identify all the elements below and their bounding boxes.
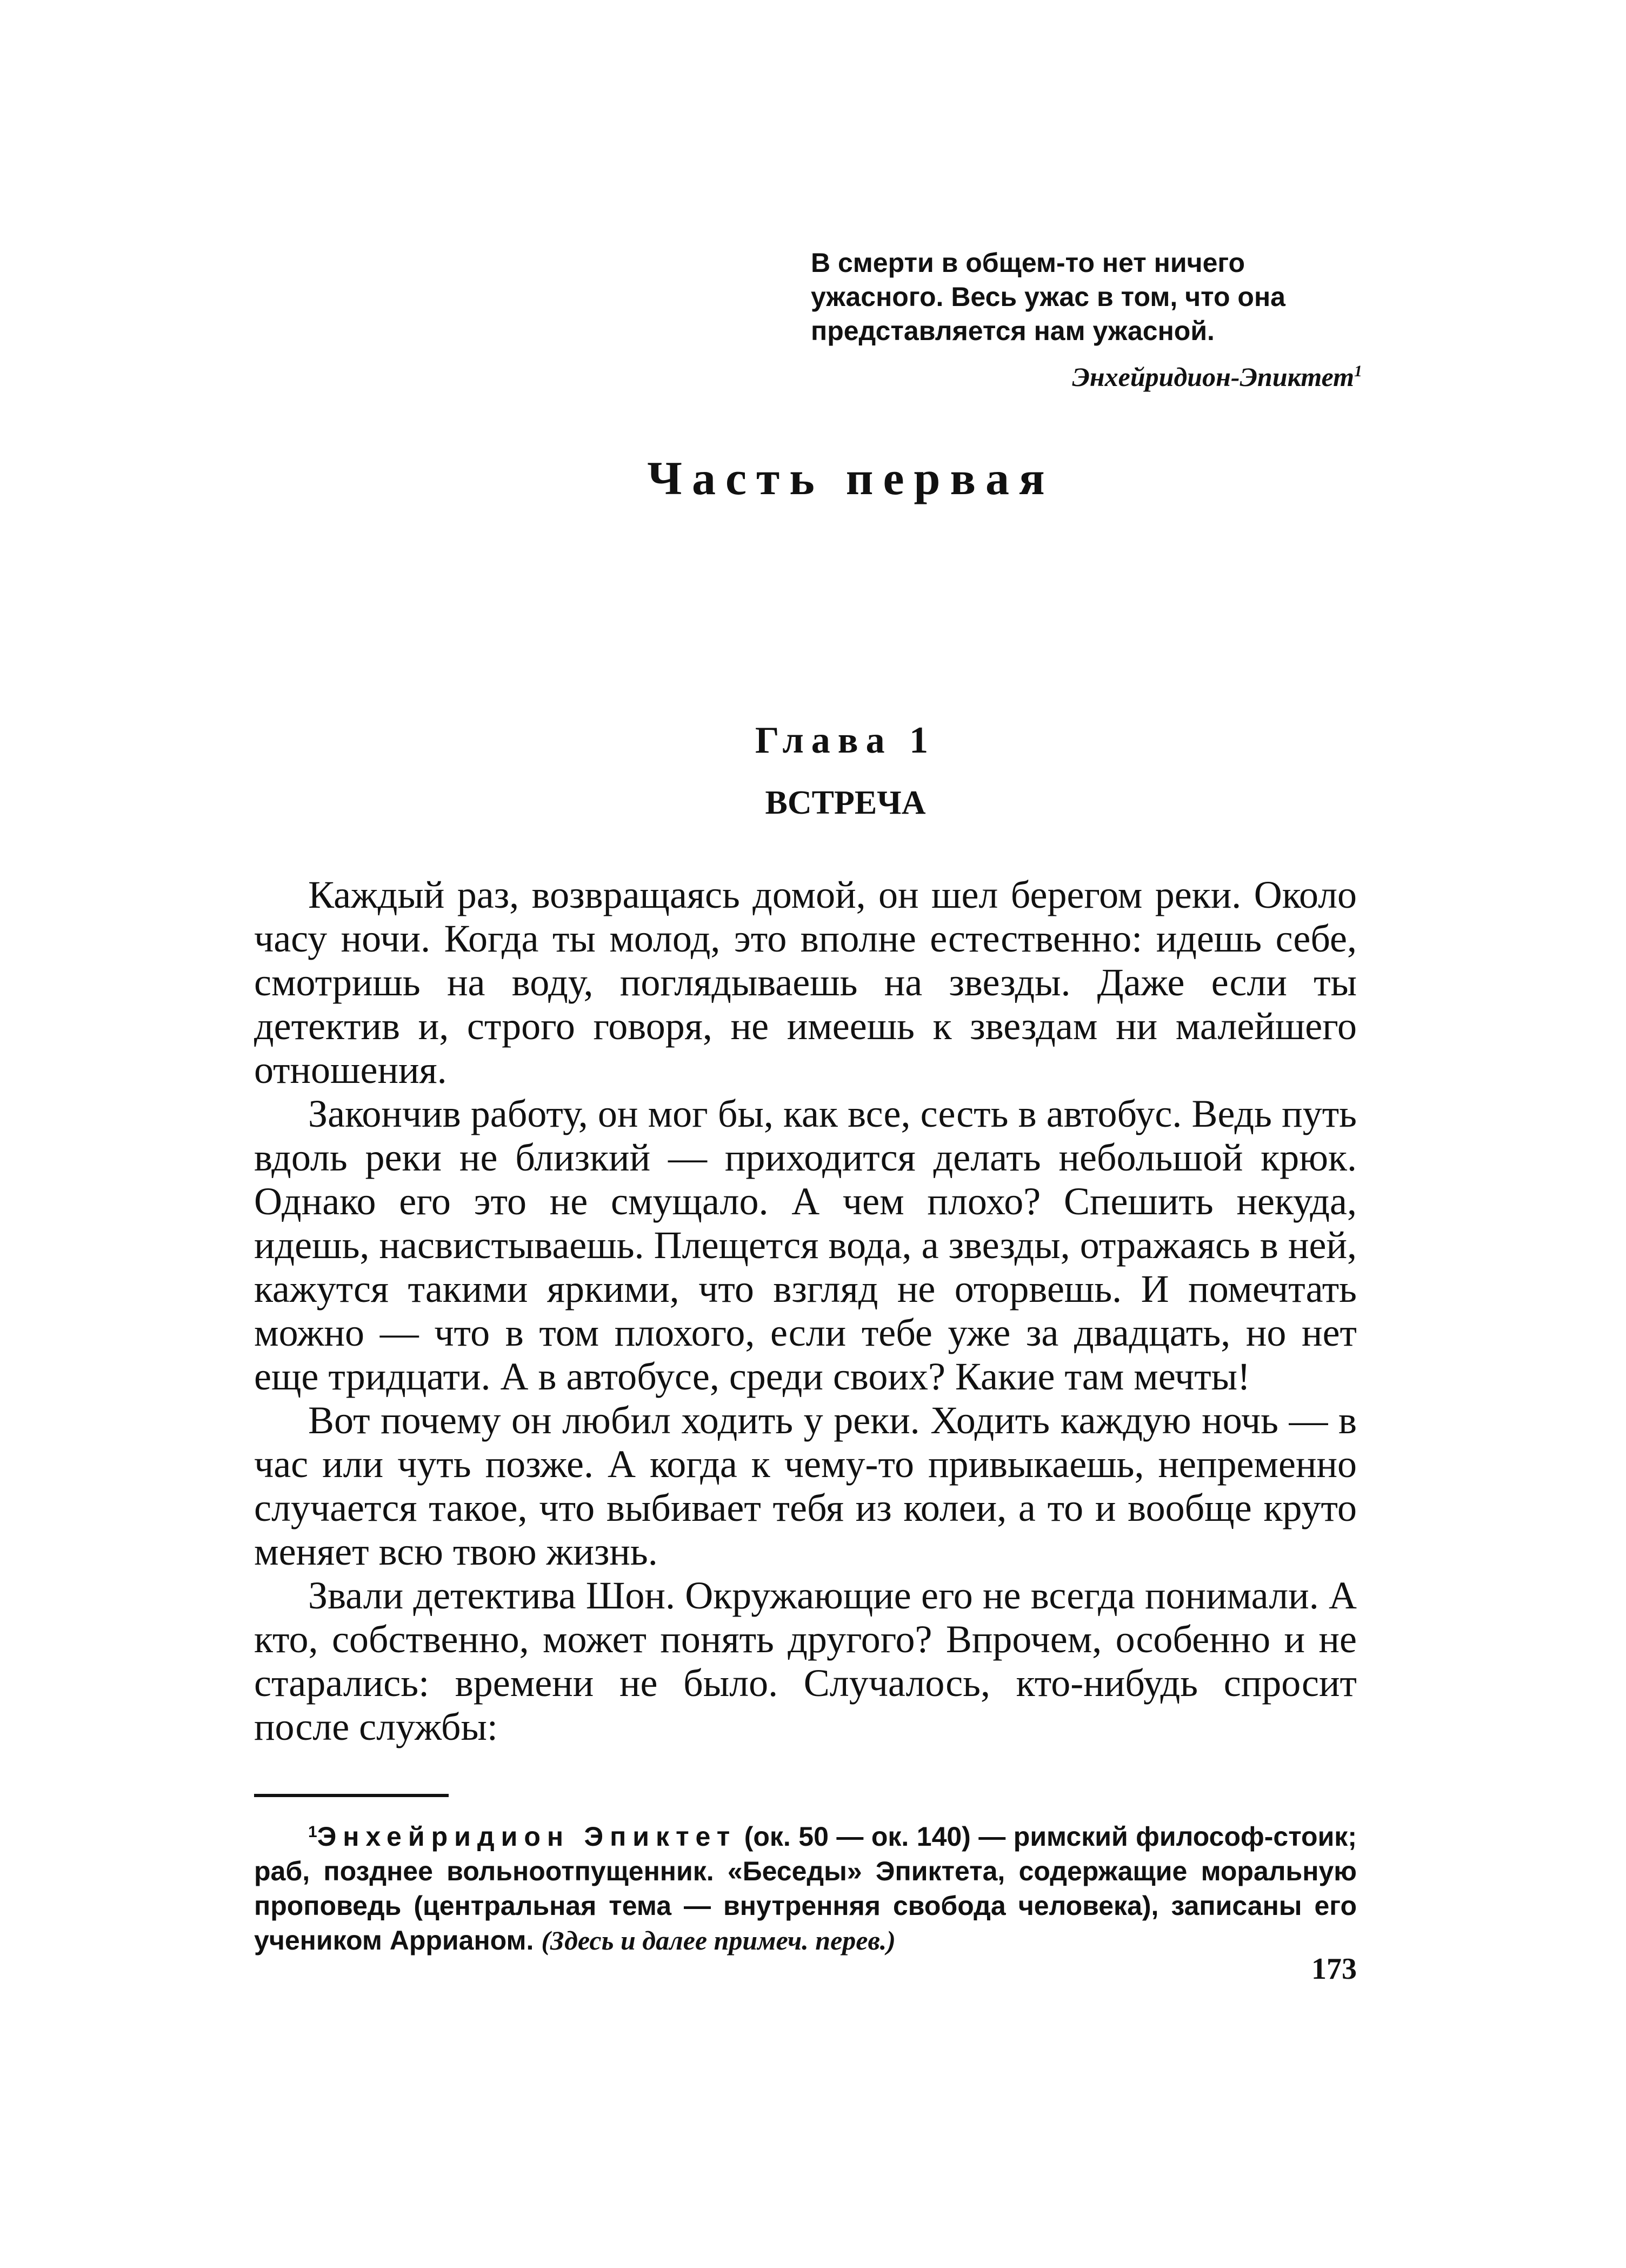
footnote-divider bbox=[254, 1794, 449, 1797]
footnote bbox=[254, 1819, 1357, 1958]
part-title: Часть первая bbox=[647, 453, 1055, 505]
chapter-title: ВСТРЕЧА bbox=[765, 784, 926, 821]
paragraph: Каждый раз, возвращаясь домой, он шел берегом реки. Около часу ночи. Когда ты молод, это вполне естественно: идешь себе, смотришь на воду, поглядываешь на звезды. Даже если ты детектив и, строго говоря, не имеешь к звездам ни малейшего отношения. bbox=[254, 873, 1357, 1092]
epigraph-text: В смерти в общем-то нет ничего ужасного. Весь ужас в том, что она представляется нам ужасной. bbox=[811, 248, 1285, 346]
footnote-text: (ок. 50 — ок. 140) — римский философ-стоик; раб, позднее вольноотпущенник. «Беседы» Эпиктета, содержащие моральную проповедь (центральная тема — внутренняя свобода человека), записаны его учеником Аррианом. bbox=[254, 1821, 1357, 1956]
body-text bbox=[254, 873, 1357, 1749]
epigraph bbox=[811, 246, 1362, 394]
epigraph-source bbox=[811, 360, 1362, 394]
footnote-translator-note: (Здесь и далее примеч. перев.) bbox=[541, 1925, 896, 1956]
chapter-number: Глава 1 bbox=[755, 720, 936, 761]
footnote-term: Энхейридион Эпиктет bbox=[317, 1821, 737, 1852]
paragraph: Закончив работу, он мог бы, как все, сесть в автобус. Ведь путь вдоль реки не близкий — приходится делать небольшой крюк. Однако его это не смущало. А чем плохо? Спешить некуда, идешь, насвистываешь. Плещется вода, а звезды, отражаясь в ней, кажутся такими яркими, что взгляд не оторвешь. И помечтать можно — что в том плохого, если тебе уже за двадцать, но нет еще тридцати. А в автобусе, среди своих? Какие там мечты! bbox=[254, 1092, 1357, 1398]
footnote-marker: 1 bbox=[308, 1823, 317, 1841]
page-number: 173 bbox=[1311, 1952, 1357, 1986]
paragraph: Вот почему он любил ходить у реки. Ходить каждую ночь — в час или чуть позже. А когда к чему-то привыкаешь, непременно случается такое, что выбивает тебя из колеи, а то и вообще круто меняет всю твою жизнь. bbox=[254, 1399, 1357, 1573]
epigraph-source-name: Энхейридион-Эпиктет bbox=[1072, 362, 1354, 392]
paragraph: Звали детектива Шон. Окружающие его не всегда понимали. А кто, собственно, может понять другого? Впрочем, особенно и не старались: времени не было. Случалось, кто-нибудь спросит после службы: bbox=[254, 1574, 1357, 1748]
epigraph-footnote-marker: 1 bbox=[1354, 362, 1362, 380]
